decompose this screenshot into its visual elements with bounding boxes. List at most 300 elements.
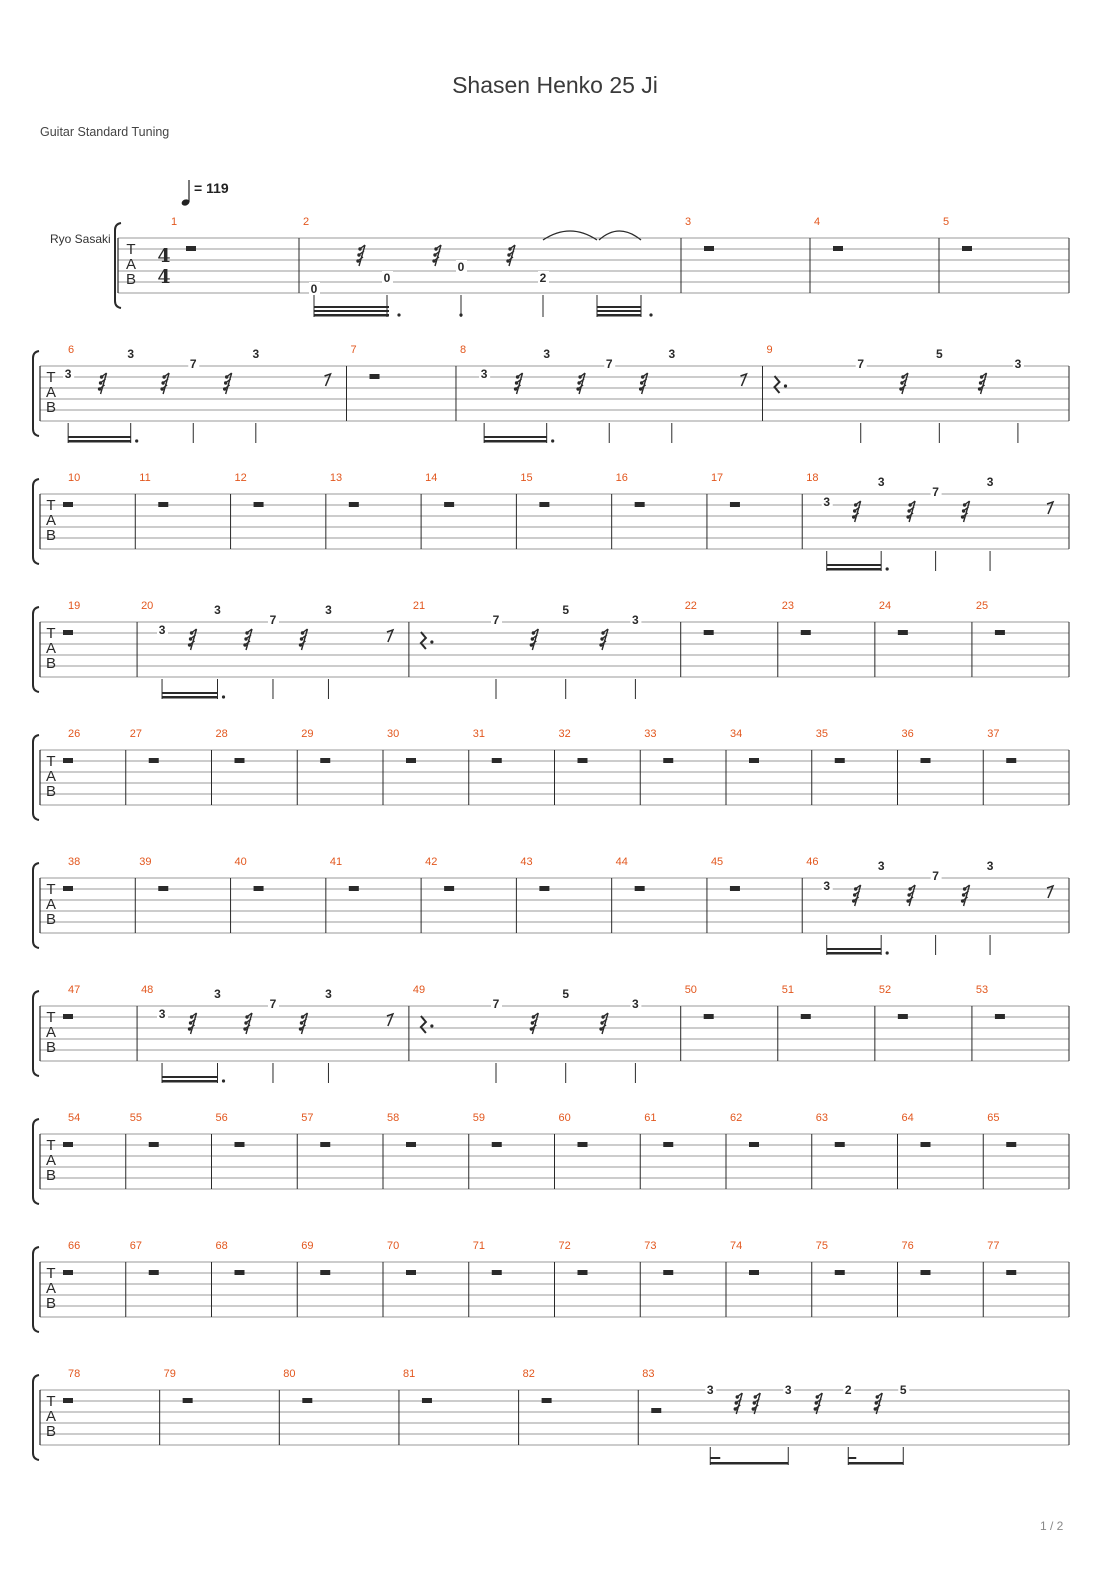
- bar-number: 83: [642, 1368, 655, 1380]
- bar-number: 68: [215, 1240, 228, 1252]
- dot: [397, 313, 400, 316]
- fret-number: 7: [492, 997, 500, 1011]
- fret-number: 3: [632, 997, 639, 1011]
- rest-dot: [854, 887, 857, 890]
- rest-dot: [245, 631, 248, 634]
- whole-rest: [578, 758, 588, 763]
- beam: [68, 436, 131, 438]
- tab-clef-letter: B: [45, 911, 57, 928]
- tab-clef-letter: B: [45, 1167, 57, 1184]
- whole-rest: [704, 630, 714, 635]
- rest-dot: [907, 509, 910, 512]
- dot: [430, 640, 433, 643]
- beam: [827, 948, 881, 950]
- whole-rest: [186, 246, 196, 251]
- tempo-value: = 119: [194, 180, 229, 196]
- whole-rest: [578, 1270, 588, 1275]
- fret-number: 3: [214, 603, 221, 617]
- rest-dot: [962, 509, 965, 512]
- dot: [135, 439, 138, 442]
- tab-clef-letter: B: [45, 399, 57, 416]
- rest-dot: [815, 1401, 818, 1404]
- rest-dot: [578, 375, 581, 378]
- whole-rest: [406, 1270, 416, 1275]
- eighth-rest-glyph: [325, 374, 331, 386]
- tab-clef-letter: A: [45, 640, 57, 657]
- rest-dot: [100, 375, 103, 378]
- whole-rest: [63, 1142, 73, 1147]
- rest-dot: [853, 893, 856, 896]
- whole-rest: [63, 630, 73, 635]
- tab-clef-letter: T: [126, 241, 136, 258]
- rest-dot: [188, 643, 191, 646]
- system-bracket: [33, 1119, 39, 1204]
- rest-dot: [906, 515, 909, 518]
- tab-clef-letter: T: [46, 1265, 56, 1282]
- dot: [459, 313, 462, 316]
- beam: [162, 1076, 217, 1078]
- fret-number: 3: [706, 1383, 714, 1397]
- whole-rest: [370, 374, 380, 379]
- tab-clef-letter: A: [45, 384, 57, 401]
- whole-rest: [995, 1014, 1005, 1019]
- bar-number: 4: [814, 216, 821, 228]
- whole-rest: [833, 246, 843, 251]
- bar-number: 45: [710, 856, 724, 868]
- fret-number: 7: [492, 613, 500, 627]
- beam: [710, 1462, 788, 1465]
- rest-dot: [900, 381, 903, 384]
- rest-dot: [299, 643, 302, 646]
- fret-number: 5: [562, 603, 570, 617]
- fret-number: 3: [158, 1007, 166, 1021]
- whole-rest: [749, 1270, 759, 1275]
- whole-rest: [492, 1270, 502, 1275]
- rest-dot: [245, 1015, 248, 1018]
- bar-number: 81: [402, 1368, 416, 1380]
- beam: [597, 314, 641, 317]
- rest-dot: [190, 631, 193, 634]
- fret-number: 7: [605, 357, 613, 371]
- fret-number: 0: [457, 260, 465, 274]
- rest-dot: [161, 381, 164, 384]
- rest-dot: [432, 259, 435, 262]
- whole-rest: [539, 886, 549, 891]
- fret-number: 7: [269, 997, 277, 1011]
- whole-rest: [1006, 758, 1016, 763]
- tab-clef-letter: B: [45, 1039, 57, 1056]
- bar-number: 27: [129, 728, 142, 740]
- tab-clef-letter: B: [45, 527, 57, 544]
- rest-dot: [876, 1395, 879, 1398]
- rest-dot: [599, 1027, 602, 1030]
- tab-clef-letter: T: [46, 625, 56, 642]
- whole-rest: [635, 886, 645, 891]
- tab-clef-letter: B: [45, 1295, 57, 1312]
- tab-clef-letter: A: [45, 1280, 57, 1297]
- fret-number: 3: [64, 367, 72, 381]
- whole-rest: [254, 886, 264, 891]
- bar-number: 14: [425, 472, 438, 484]
- beam: [848, 1462, 903, 1465]
- dot: [430, 1024, 433, 1027]
- bar-number: 38: [68, 856, 81, 868]
- fret-number: 3: [823, 495, 831, 509]
- bar-number: 53: [975, 984, 989, 996]
- bar-number: 34: [730, 728, 743, 740]
- tab-clef-letter: T: [46, 1137, 56, 1154]
- fret-number: 2: [844, 1383, 852, 1397]
- fret-number: 3: [480, 367, 488, 381]
- bar-number: 18: [806, 472, 819, 484]
- whole-rest: [63, 758, 73, 763]
- fret-number: 0: [310, 282, 318, 296]
- bar-number: 77: [987, 1240, 1000, 1252]
- whole-rest: [898, 1014, 908, 1019]
- bar-number: 32: [558, 728, 571, 740]
- bar-number: 67: [129, 1240, 142, 1252]
- rest-dot: [98, 387, 101, 390]
- whole-rest: [444, 502, 454, 507]
- whole-rest: [320, 758, 330, 763]
- rest-dot: [300, 637, 303, 640]
- bar-number: 19: [68, 600, 81, 612]
- rest-dot: [600, 637, 603, 640]
- rest-dot: [814, 1407, 817, 1410]
- rest-dot: [514, 387, 517, 390]
- rest-dot: [901, 375, 904, 378]
- quarter-rest-glyph: [774, 376, 779, 393]
- whole-rest: [183, 1398, 193, 1403]
- rest-dot: [601, 631, 604, 634]
- rest-dot: [734, 1407, 737, 1410]
- whole-rest: [302, 1398, 312, 1403]
- tab-clef-letter: T: [46, 1393, 56, 1410]
- rest-dot: [244, 1021, 247, 1024]
- bar-number: 30: [387, 728, 400, 740]
- rest-dot: [188, 1027, 191, 1030]
- whole-rest: [1006, 1270, 1016, 1275]
- bar-number: 47: [68, 984, 81, 996]
- instrument-name: Ryo Sasaki: [50, 232, 111, 246]
- beam: [314, 314, 389, 317]
- quarter-rest-glyph: [421, 632, 426, 649]
- system-bracket: [33, 1247, 39, 1332]
- whole-rest: [730, 886, 740, 891]
- bar-number: 51: [781, 984, 795, 996]
- rest-dot: [515, 381, 518, 384]
- rest-dot: [576, 387, 579, 390]
- tab-clef-letter: A: [45, 512, 57, 529]
- rest-dot: [752, 1407, 755, 1410]
- bar-number: 33: [644, 728, 657, 740]
- bar-number: 65: [987, 1112, 1000, 1124]
- tab-clef-letter: T: [46, 753, 56, 770]
- tab-clef-letter: A: [45, 1024, 57, 1041]
- bar-number: 49: [412, 984, 426, 996]
- rest-dot: [639, 387, 642, 390]
- whole-rest: [349, 886, 359, 891]
- bar-number: 43: [520, 856, 533, 868]
- rest-dot: [908, 887, 911, 890]
- rest-dot: [434, 247, 437, 250]
- bar-number: 73: [644, 1240, 657, 1252]
- rest-dot: [963, 887, 966, 890]
- rest-dot: [978, 387, 981, 390]
- rest-dot: [754, 1395, 757, 1398]
- bar-number: 37: [987, 728, 1000, 740]
- rest-dot: [816, 1395, 819, 1398]
- rest-dot: [530, 1027, 533, 1030]
- system-bracket: [33, 1375, 39, 1460]
- rest-dot: [506, 259, 509, 262]
- bar-number: 76: [901, 1240, 914, 1252]
- whole-rest: [962, 246, 972, 251]
- bar-number: 6: [68, 344, 75, 356]
- whole-rest: [149, 758, 159, 763]
- bar-number: 72: [558, 1240, 571, 1252]
- rest-dot: [225, 375, 228, 378]
- bar-number: 54: [68, 1112, 81, 1124]
- whole-rest: [898, 630, 908, 635]
- beam: [597, 306, 641, 308]
- rest-dot: [853, 509, 856, 512]
- tab-clef-letter: B: [45, 783, 57, 800]
- whole-rest: [158, 886, 168, 891]
- beam: [484, 440, 547, 443]
- bar-number: 23: [781, 600, 795, 612]
- beam: [162, 692, 217, 694]
- rest-dot: [223, 387, 226, 390]
- whole-rest: [235, 1270, 245, 1275]
- rest-dot: [854, 503, 857, 506]
- tie: [599, 231, 641, 240]
- rest-dot: [600, 1021, 603, 1024]
- whole-rest: [63, 1398, 73, 1403]
- rest-dot: [530, 643, 533, 646]
- fret-number: 3: [127, 347, 135, 361]
- rest-dot: [300, 1021, 303, 1024]
- fret-number: 3: [325, 603, 332, 617]
- fret-number: 5: [562, 987, 570, 1001]
- tuning-label: Guitar Standard Tuning: [40, 125, 170, 139]
- dot: [784, 384, 787, 387]
- bar-number: 29: [301, 728, 314, 740]
- rest-dot: [852, 899, 855, 902]
- rest-dot: [531, 1021, 534, 1024]
- fret-number: 5: [899, 1383, 907, 1397]
- fret-number: 7: [932, 869, 939, 883]
- dot: [222, 1079, 225, 1082]
- fret-number: 3: [877, 475, 885, 489]
- rest-dot: [532, 1015, 535, 1018]
- whole-rest: [235, 1142, 245, 1147]
- bar-number: 80: [283, 1368, 296, 1380]
- whole-rest: [921, 758, 931, 763]
- tie: [543, 231, 597, 240]
- eighth-rest-glyph: [1047, 886, 1053, 898]
- whole-rest: [422, 1398, 432, 1403]
- whole-rest: [254, 502, 264, 507]
- whole-rest: [835, 1270, 845, 1275]
- rest-dot: [357, 253, 360, 256]
- tab-clef-letter: T: [46, 369, 56, 386]
- dot: [649, 313, 652, 316]
- beam: [314, 306, 389, 308]
- whole-rest: [921, 1142, 931, 1147]
- system-bracket: [33, 607, 39, 692]
- eighth-rest-glyph: [387, 630, 393, 642]
- tab-clef-letter: A: [125, 256, 137, 273]
- rest-dot: [852, 515, 855, 518]
- bar-number: 21: [412, 600, 426, 612]
- whole-rest: [835, 758, 845, 763]
- bar-number: 3: [685, 216, 692, 228]
- rest-dot: [162, 375, 165, 378]
- quarter-rest-glyph: [421, 1016, 426, 1033]
- bar-number: 78: [68, 1368, 81, 1380]
- bar-number: 11: [139, 472, 151, 484]
- dot: [222, 695, 225, 698]
- whole-rest: [704, 1014, 714, 1019]
- rest-dot: [577, 381, 580, 384]
- whole-rest: [663, 1270, 673, 1275]
- rest-dot: [507, 253, 510, 256]
- fret-number: 3: [823, 879, 831, 893]
- whole-rest: [492, 758, 502, 763]
- whole-rest: [149, 1270, 159, 1275]
- bar-number: 58: [387, 1112, 400, 1124]
- whole-rest: [749, 758, 759, 763]
- fret-number: 3: [214, 987, 221, 1001]
- rest-dot: [189, 1021, 192, 1024]
- beam: [827, 568, 881, 571]
- bar-number: 40: [234, 856, 247, 868]
- rest-dot: [874, 1407, 877, 1410]
- bar-number: 28: [215, 728, 228, 740]
- rest-dot: [980, 375, 983, 378]
- whole-rest: [492, 1142, 502, 1147]
- bar-number: 1: [171, 216, 178, 228]
- whole-rest: [730, 502, 740, 507]
- whole-rest: [542, 1398, 552, 1403]
- whole-rest: [320, 1142, 330, 1147]
- whole-rest: [444, 886, 454, 891]
- tab-clef-letter: T: [46, 881, 56, 898]
- bar-number: 16: [615, 472, 628, 484]
- whole-rest: [235, 758, 245, 763]
- bar-number: 15: [520, 472, 533, 484]
- whole-rest: [63, 886, 73, 891]
- fret-number: 7: [932, 485, 939, 499]
- beam: [314, 310, 389, 312]
- tab-clef-letter: A: [45, 1408, 57, 1425]
- bar-number: 12: [234, 472, 247, 484]
- bar-number: 75: [815, 1240, 828, 1252]
- bar-number: 17: [710, 472, 724, 484]
- fret-number: 3: [325, 987, 332, 1001]
- beam: [68, 440, 131, 443]
- rest-dot: [961, 899, 964, 902]
- whole-rest: [995, 630, 1005, 635]
- rest-dot: [433, 253, 436, 256]
- whole-rest: [663, 1142, 673, 1147]
- rest-dot: [601, 1015, 604, 1018]
- whole-rest: [663, 758, 673, 763]
- bar-number: 56: [215, 1112, 228, 1124]
- fret-number: 5: [935, 347, 943, 361]
- tab-clef-letter: A: [45, 768, 57, 785]
- rest-dot: [532, 631, 535, 634]
- bar-number: 82: [522, 1368, 535, 1380]
- eighth-rest-glyph: [740, 374, 746, 386]
- bar-number: 9: [766, 344, 773, 356]
- page-number: 1 / 2: [1040, 1519, 1064, 1533]
- tab-clef-letter: T: [46, 497, 56, 514]
- tab-clef-letter: A: [45, 896, 57, 913]
- whole-rest: [63, 502, 73, 507]
- rest-dot: [516, 375, 519, 378]
- whole-rest: [651, 1408, 661, 1413]
- whole-rest: [149, 1142, 159, 1147]
- rest-dot: [358, 247, 361, 250]
- rest-dot: [962, 893, 965, 896]
- rest-dot: [356, 259, 359, 262]
- dot: [551, 439, 554, 442]
- rest-dot: [961, 515, 964, 518]
- bar-number: 64: [901, 1112, 914, 1124]
- fret-number: 3: [632, 613, 639, 627]
- beam: [827, 564, 881, 566]
- whole-rest: [63, 1014, 73, 1019]
- rest-dot: [908, 503, 911, 506]
- rest-dot: [906, 899, 909, 902]
- bar-number: 48: [141, 984, 154, 996]
- beam: [710, 1457, 720, 1459]
- rest-dot: [736, 1395, 739, 1398]
- whole-rest: [1006, 1142, 1016, 1147]
- rest-dot: [301, 1015, 304, 1018]
- bar-number: 5: [943, 216, 950, 228]
- bar-number: 50: [684, 984, 697, 996]
- beam: [848, 1457, 856, 1459]
- bar-number: 7: [350, 344, 357, 356]
- bar-number: 69: [301, 1240, 314, 1252]
- rest-dot: [99, 381, 102, 384]
- whole-rest: [349, 502, 359, 507]
- beam: [827, 952, 881, 955]
- bar-number: 35: [815, 728, 828, 740]
- fret-number: 7: [857, 357, 865, 371]
- bar-number: 46: [806, 856, 819, 868]
- tab-clef-letter: B: [125, 271, 137, 288]
- fret-number: 3: [784, 1383, 792, 1397]
- dot: [886, 951, 889, 954]
- bar-number: 41: [329, 856, 343, 868]
- rest-dot: [907, 893, 910, 896]
- whole-rest: [406, 1142, 416, 1147]
- bar-number: 57: [301, 1112, 314, 1124]
- fret-number: 7: [269, 613, 277, 627]
- bar-number: 8: [459, 344, 467, 356]
- bar-number: 39: [139, 856, 152, 868]
- eighth-rest-glyph: [1047, 502, 1053, 514]
- whole-rest: [921, 1270, 931, 1275]
- bar-number: 79: [163, 1368, 176, 1380]
- rest-dot: [224, 381, 227, 384]
- rest-dot: [963, 503, 966, 506]
- page-title: Shasen Henko 25 Ji: [452, 72, 658, 98]
